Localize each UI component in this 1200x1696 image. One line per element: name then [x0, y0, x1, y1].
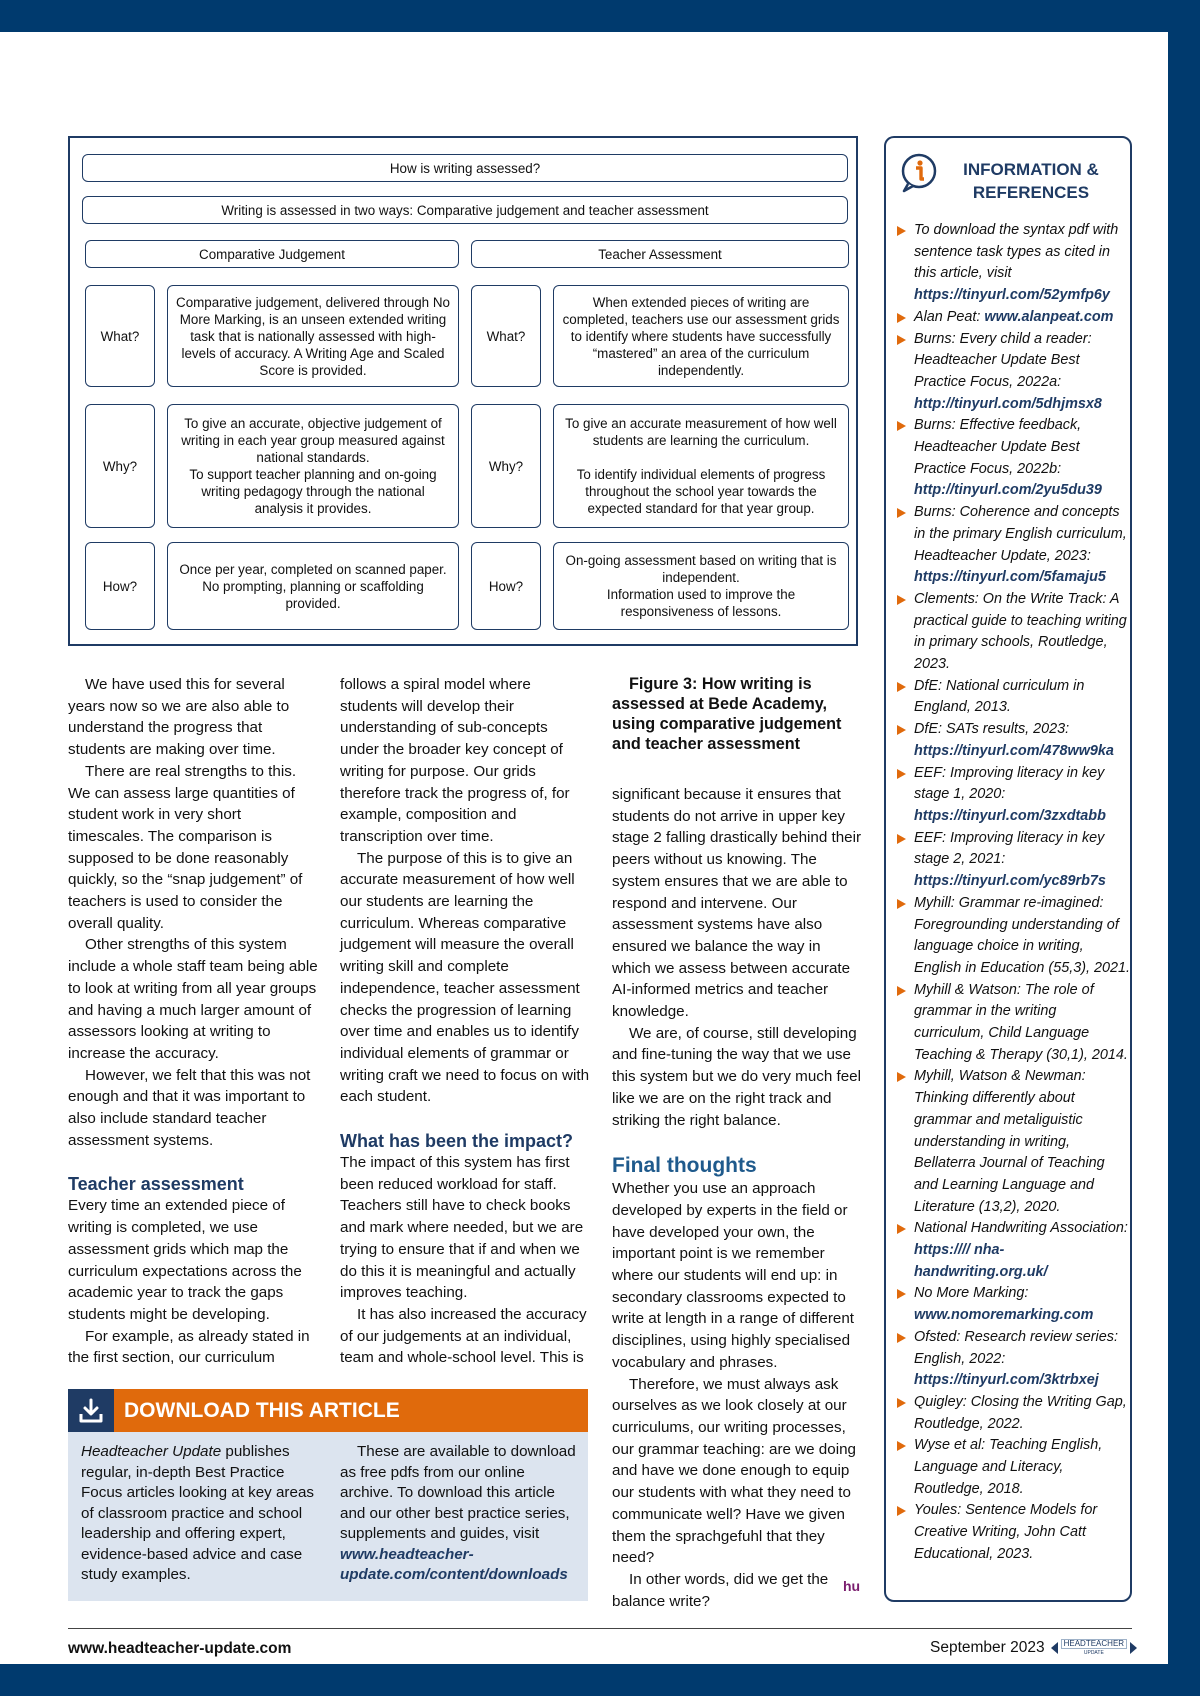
paragraph: Therefore, we must always ask ourselves as we look closely at our curriculums, our writing processes, our grammar teaching: are we doing and have we done enough to equip our students with what they need to communicate well? Have we given them the sprachgefuhl that they need?	[612, 1375, 856, 1567]
reference-text: Clements: On the Write Track: A practical guide to teaching writing in primary schools, Routledge, 2023.	[914, 590, 1127, 673]
cj-why-cell: To give an accurate, objective judgement of writing in each year group measured against national standards. To support teacher planning and on-going writing pedagogy through the national analysis it provides.	[167, 404, 459, 528]
reference-item	[894, 1218, 1130, 1283]
download-instructions: These are available to download as free pdfs from our online archive. To download this article and our other best practice series, supplements and guides, visit	[340, 1443, 576, 1542]
paragraph: We have used this for several years now so we are also able to understand the progress that students are making over time.	[68, 676, 290, 759]
paragraph: There are real strengths to this. We can assess large quantities of student work in very short timescales. The comparison is supposed to be done reasonably quickly, so the “snap judgement” of teachers is used to consider the overall quality.	[68, 762, 303, 932]
reference-item	[894, 980, 1130, 1067]
heading-final-thoughts: Final thoughts	[612, 1154, 757, 1178]
heading-impact: What has been the impact?	[340, 1131, 574, 1152]
row-label-what: What?	[471, 285, 541, 387]
reference-text: Ofsted: Research review series: English, 2022:	[914, 1328, 1118, 1367]
reference-text: Youles: Sentence Models for Creative Writing, John Catt Educational, 2023.	[914, 1502, 1098, 1562]
reference-item	[894, 220, 1130, 307]
paragraph: We are, of course, still developing and fine-tuning the way that we use this system but we do very much feel like we are on the right track and striking the right balance.	[612, 1024, 862, 1129]
download-icon[interactable]	[68, 1389, 114, 1432]
footer-website-link[interactable]: www.headteacher-update.com	[68, 1640, 292, 1657]
reference-link[interactable]: www.nomoremarking.com	[914, 1307, 1094, 1324]
reference-item	[894, 1327, 1130, 1392]
reference-link[interactable]: https://tinyurl.com/478ww9ka	[914, 742, 1114, 759]
hu-end-mark: hu	[843, 1578, 861, 1594]
info-icon	[898, 152, 940, 199]
diagram-title: How is writing assessed?	[82, 154, 848, 182]
teacher-assessment-header: Teacher Assessment	[471, 240, 849, 268]
footer-date-logo	[930, 1637, 1137, 1659]
reference-text: Burns: Every child a reader: Headteacher Update Best Practice Focus, 2022a:	[914, 330, 1092, 390]
reference-text: Burns: Coherence and concepts in the primary English curriculum, Headteacher Update, 2023:	[914, 504, 1127, 564]
reference-link[interactable]: https://tinyurl.com/yc89rb7s	[914, 873, 1106, 890]
paragraph: In other words, did we get the balance write?	[612, 1570, 829, 1610]
reference-link[interactable]: https://// nha-handwriting.org.uk/	[914, 1242, 1048, 1280]
reference-link[interactable]: http://tinyurl.com/2yu5du39	[914, 482, 1102, 499]
reference-item	[894, 719, 1130, 762]
paragraph: The impact of this system has first been reduced workload for staff. Teachers still have to check books and mark where needed, but we are trying to ensure that if and when we do this it is meaningful and actually improves teaching.	[340, 1154, 584, 1302]
reference-item	[894, 763, 1130, 828]
reference-link[interactable]: https://tinyurl.com/5famaju5	[914, 569, 1106, 586]
reference-link[interactable]: www.alanpeat.com	[984, 308, 1114, 325]
headteacher-update-logo	[1061, 1639, 1127, 1657]
reference-text: National Handwriting Association:	[914, 1220, 1128, 1237]
cj-how-cell: Once per year, completed on scanned paper. No prompting, planning or scaffolding provided.	[167, 542, 459, 630]
reference-item	[894, 1066, 1130, 1218]
reference-item	[894, 1435, 1130, 1500]
next-arrow-icon[interactable]	[1130, 1642, 1137, 1654]
row-label-what: What?	[85, 285, 155, 387]
reference-item	[894, 329, 1130, 416]
reference-link[interactable]: https://tinyurl.com/52ymfp6y	[914, 287, 1110, 304]
figure-caption: Figure 3: How writing is assessed at Bede Academy, using comparative judgement and teacher assessment	[612, 675, 842, 753]
download-text-left	[81, 1442, 317, 1586]
paragraph: Every time an extended piece of writing is completed, we use assessment grids which map the curriculum expectations across the academic year to track the gaps students might be developing.	[68, 1197, 302, 1323]
row-label-why: Why?	[85, 404, 155, 528]
prev-arrow-icon[interactable]	[1051, 1642, 1058, 1654]
reference-text: No More Marking:	[914, 1285, 1029, 1302]
cj-what-cell: Comparative judgement, delivered through No More Marking, is an unseen extended writing task that is nationally assessed with high-levels of accuracy. A Writing Age and Scaled Score is provided.	[167, 285, 459, 387]
reference-text: Myhill: Grammar re-imagined: Foregrounding understanding of language choice in writing, English in Education (55,3), 2021.	[914, 894, 1131, 976]
diagram-subtitle: Writing is assessed in two ways: Comparative judgement and teacher assessment	[82, 196, 848, 224]
reference-text: Myhill, Watson & Newman: Thinking differently about grammar and metaliguistic understanding in writing, Bellaterra Journal of Teaching and Learning Language and Literature (13,2), 2020.	[914, 1068, 1105, 1215]
reference-item	[894, 307, 1130, 329]
reference-item	[894, 415, 1130, 502]
download-title: DOWNLOAD THIS ARTICLE	[124, 1399, 400, 1422]
reference-item	[894, 589, 1130, 676]
paragraph: follows a spiral model where students will develop their understanding of sub-concepts under the broader key concept of writing for purpose. Our grids therefore track the progress of, for example, composition and transcription over time.	[340, 676, 570, 845]
reference-text: Wyse et al: Teaching English, Language and Literacy, Routledge, 2018.	[914, 1437, 1103, 1497]
paragraph: Whether you use an approach developed by experts in the field or have developed your own, the important point is we remember where our students will end up: in secondary classrooms expected to write at length in a range of different disciplines, using highly specialised vocabulary and phrases.	[612, 1180, 855, 1371]
reference-text: EEF: Improving literacy in key stage 1, 2020:	[914, 764, 1105, 803]
ta-what-cell: When extended pieces of writing are completed, teachers use our assessment grids to identify where students have successfully “mastered” an area of the curriculum independently.	[553, 285, 849, 387]
reference-text: DfE: National curriculum in England, 2013.	[914, 677, 1085, 716]
download-header[interactable]	[68, 1389, 588, 1432]
paragraph: Other strengths of this system include a whole staff team being able to look at writing from all year groups and having a much larger amount of assessors looking at writing to increase the accuracy.	[68, 936, 318, 1062]
paragraph: significant because it ensures that students do not arrive in upper key stage 2 falling drastically behind their peers without us knowing. The system ensures that we are able to respond and intervene. Our assessment systems have also ensured we balance the way in which we assess between accurate AI-informed metrics and teacher knowledge.	[612, 786, 862, 1021]
paragraph: For example, as already stated in the first section, our curriculum	[68, 1327, 310, 1367]
assessment-diagram	[68, 136, 858, 646]
reference-link[interactable]: http://tinyurl.com/5dhjmsx8	[914, 395, 1102, 412]
download-article-box	[68, 1389, 588, 1601]
reference-list	[894, 220, 1130, 1566]
ta-how-cell: On-going assessment based on writing that is independent. Information used to improve the responsiveness of lessons.	[553, 542, 849, 630]
reference-item	[894, 1500, 1130, 1565]
footer-divider	[68, 1628, 1132, 1629]
reference-text: To download the syntax pdf with sentence task types as cited in this article, visit	[914, 222, 1119, 282]
paragraph: The purpose of this is to give an accurate measurement of how well our students are learning the curriculum. Whereas comparative judgement will measure the overall writing skill and complete independence, teacher assessment checks the progression of learning over time and enables us to identify individual elements of grammar or writing craft we need to focus on with each student.	[340, 849, 590, 1106]
reference-link[interactable]: https://tinyurl.com/3zxdtabb	[914, 807, 1106, 824]
paragraph: However, we felt that this was not enough and that it was important to also include standard teacher assessment systems.	[68, 1066, 311, 1149]
publication-name: Headteacher Update	[81, 1443, 222, 1460]
logo-subtext: UPDATE	[1083, 1650, 1104, 1656]
reference-text: Burns: Effective feedback, Headteacher Update Best Practice Focus, 2022b:	[914, 417, 1082, 477]
reference-item	[894, 893, 1130, 980]
reference-text: DfE: SATs results, 2023:	[914, 721, 1070, 738]
reference-text: EEF: Improving literacy in key stage 2, 2021:	[914, 829, 1105, 868]
row-label-how: How?	[85, 542, 155, 630]
heading-teacher-assessment: Teacher assessment	[68, 1174, 244, 1195]
download-description: publishes regular, in-depth Best Practice Focus articles looking at key areas of classroom practice and school leadership and offering expert, evidence-based advice and case study examples.	[81, 1443, 314, 1583]
comparative-judgement-header: Comparative Judgement	[85, 240, 459, 268]
reference-text: Myhill & Watson: The role of grammar in the writing curriculum, Child Language Teaching & Therapy (30,1), 2014.	[914, 981, 1128, 1063]
row-label-how: How?	[471, 542, 541, 630]
reference-item	[894, 502, 1130, 589]
row-label-why: Why?	[471, 404, 541, 528]
download-text-right	[340, 1442, 580, 1586]
sidebar-title: INFORMATION & REFERENCES	[963, 160, 1099, 202]
issue-date: September 2023	[930, 1639, 1045, 1656]
article-column-3	[612, 674, 862, 1612]
paragraph: It has also increased the accuracy of our judgements at an individual, team and whole-school level. This is	[340, 1305, 587, 1367]
ta-why-cell: To give an accurate measurement of how well students are learning the curriculum. To identify individual elements of progress throughout the school year towards the expected standard for that year group.	[553, 404, 849, 528]
reference-text: Alan Peat:	[914, 308, 985, 325]
article-column-1	[68, 674, 318, 1369]
reference-link[interactable]: https://tinyurl.com/3ktrbxej	[914, 1372, 1099, 1389]
information-references-sidebar	[884, 136, 1132, 1602]
reference-item	[894, 1283, 1130, 1326]
reference-item	[894, 1392, 1130, 1435]
reference-item	[894, 676, 1130, 719]
article-column-2	[340, 674, 590, 1369]
reference-item	[894, 828, 1130, 893]
logo-text: HEADTEACHER	[1061, 1639, 1127, 1649]
downloads-link[interactable]: www.headteacher-update.com/content/downloads	[340, 1545, 568, 1583]
reference-text: Quigley: Closing the Writing Gap, Routledge, 2022.	[914, 1393, 1127, 1432]
